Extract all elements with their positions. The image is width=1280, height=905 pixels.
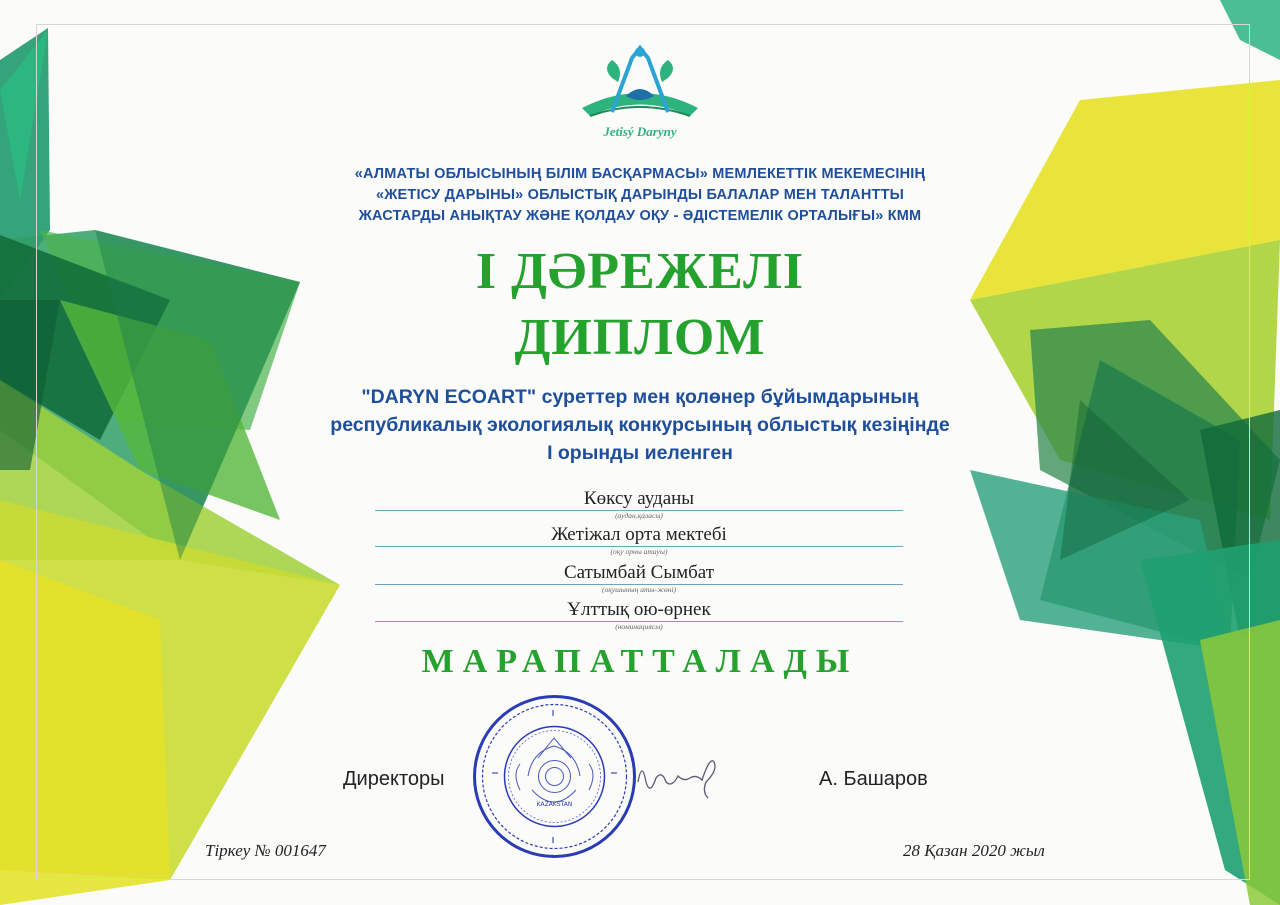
description-line-2: республикалық экологиялық конкурсының облыстық кезіңінде — [330, 414, 950, 436]
diploma-title: ДИПЛОМ — [514, 309, 766, 366]
director-signature — [632, 752, 720, 804]
logo-text: Jetisý Daryny — [603, 124, 677, 139]
award-description — [200, 383, 1080, 467]
organization-line-2: «ЖЕТІСУ ДАРЫНЫ» ОБЛЫСТЫҚ ДАРЫНДЫ БАЛАЛАР МЕН ТАЛАНТТЫ — [375, 187, 905, 203]
organization-name — [240, 164, 1040, 227]
description-line-3: І орынды иеленген — [547, 442, 733, 464]
student-field — [375, 562, 903, 596]
nomination-value: Ұлттық ою-өрнек — [567, 599, 711, 620]
director-label: Директоры — [343, 768, 445, 790]
school-value: Жетіжал орта мектебі — [551, 524, 727, 545]
district-field — [375, 488, 903, 522]
nomination-caption: (номинациясы) — [615, 622, 663, 631]
stamp-center-text: KAZAKSTAN — [536, 801, 573, 808]
issue-date: 28 Қазан 2020 жыл — [903, 841, 1045, 860]
organization-line-1: «АЛМАТЫ ОБЛЫСЫНЫҢ БІЛІМ БАСҚАРМАСЫ» МЕМЛЕКЕТТІК МЕКЕМЕСІНІҢ — [354, 166, 926, 182]
jetisu-daryny-logo — [572, 38, 708, 146]
district-value: Көксу ауданы — [583, 488, 695, 509]
school-field — [375, 524, 903, 558]
diploma-degree: І ДӘРЕЖЕЛІ — [475, 243, 805, 300]
student-caption: (оқушының аты-жөні) — [602, 585, 676, 594]
district-caption: (аудан,қаласы) — [615, 511, 663, 520]
director-name: А. Башаров — [819, 768, 928, 790]
registration-number: Тіркеу № 001647 — [205, 841, 326, 860]
school-caption: (оқу орны атауы) — [610, 547, 668, 556]
description-line-1: "DARYN ECOART" суреттер мен қолөнер бұйымдарының — [361, 386, 919, 408]
student-value: Сатымбай Сымбат — [563, 562, 715, 583]
official-stamp — [472, 694, 637, 859]
organization-line-3: ЖАСТАРДЫ АНЫҚТАУ ЖӘНЕ ҚОЛДАУ ОҚУ - ӘДІСТЕМЕЛІК ОРТАЛЫҒЫ» КММ — [358, 208, 922, 224]
nomination-field — [375, 599, 903, 633]
awarded-heading: МАРАПАТТАЛАДЫ — [421, 643, 859, 680]
